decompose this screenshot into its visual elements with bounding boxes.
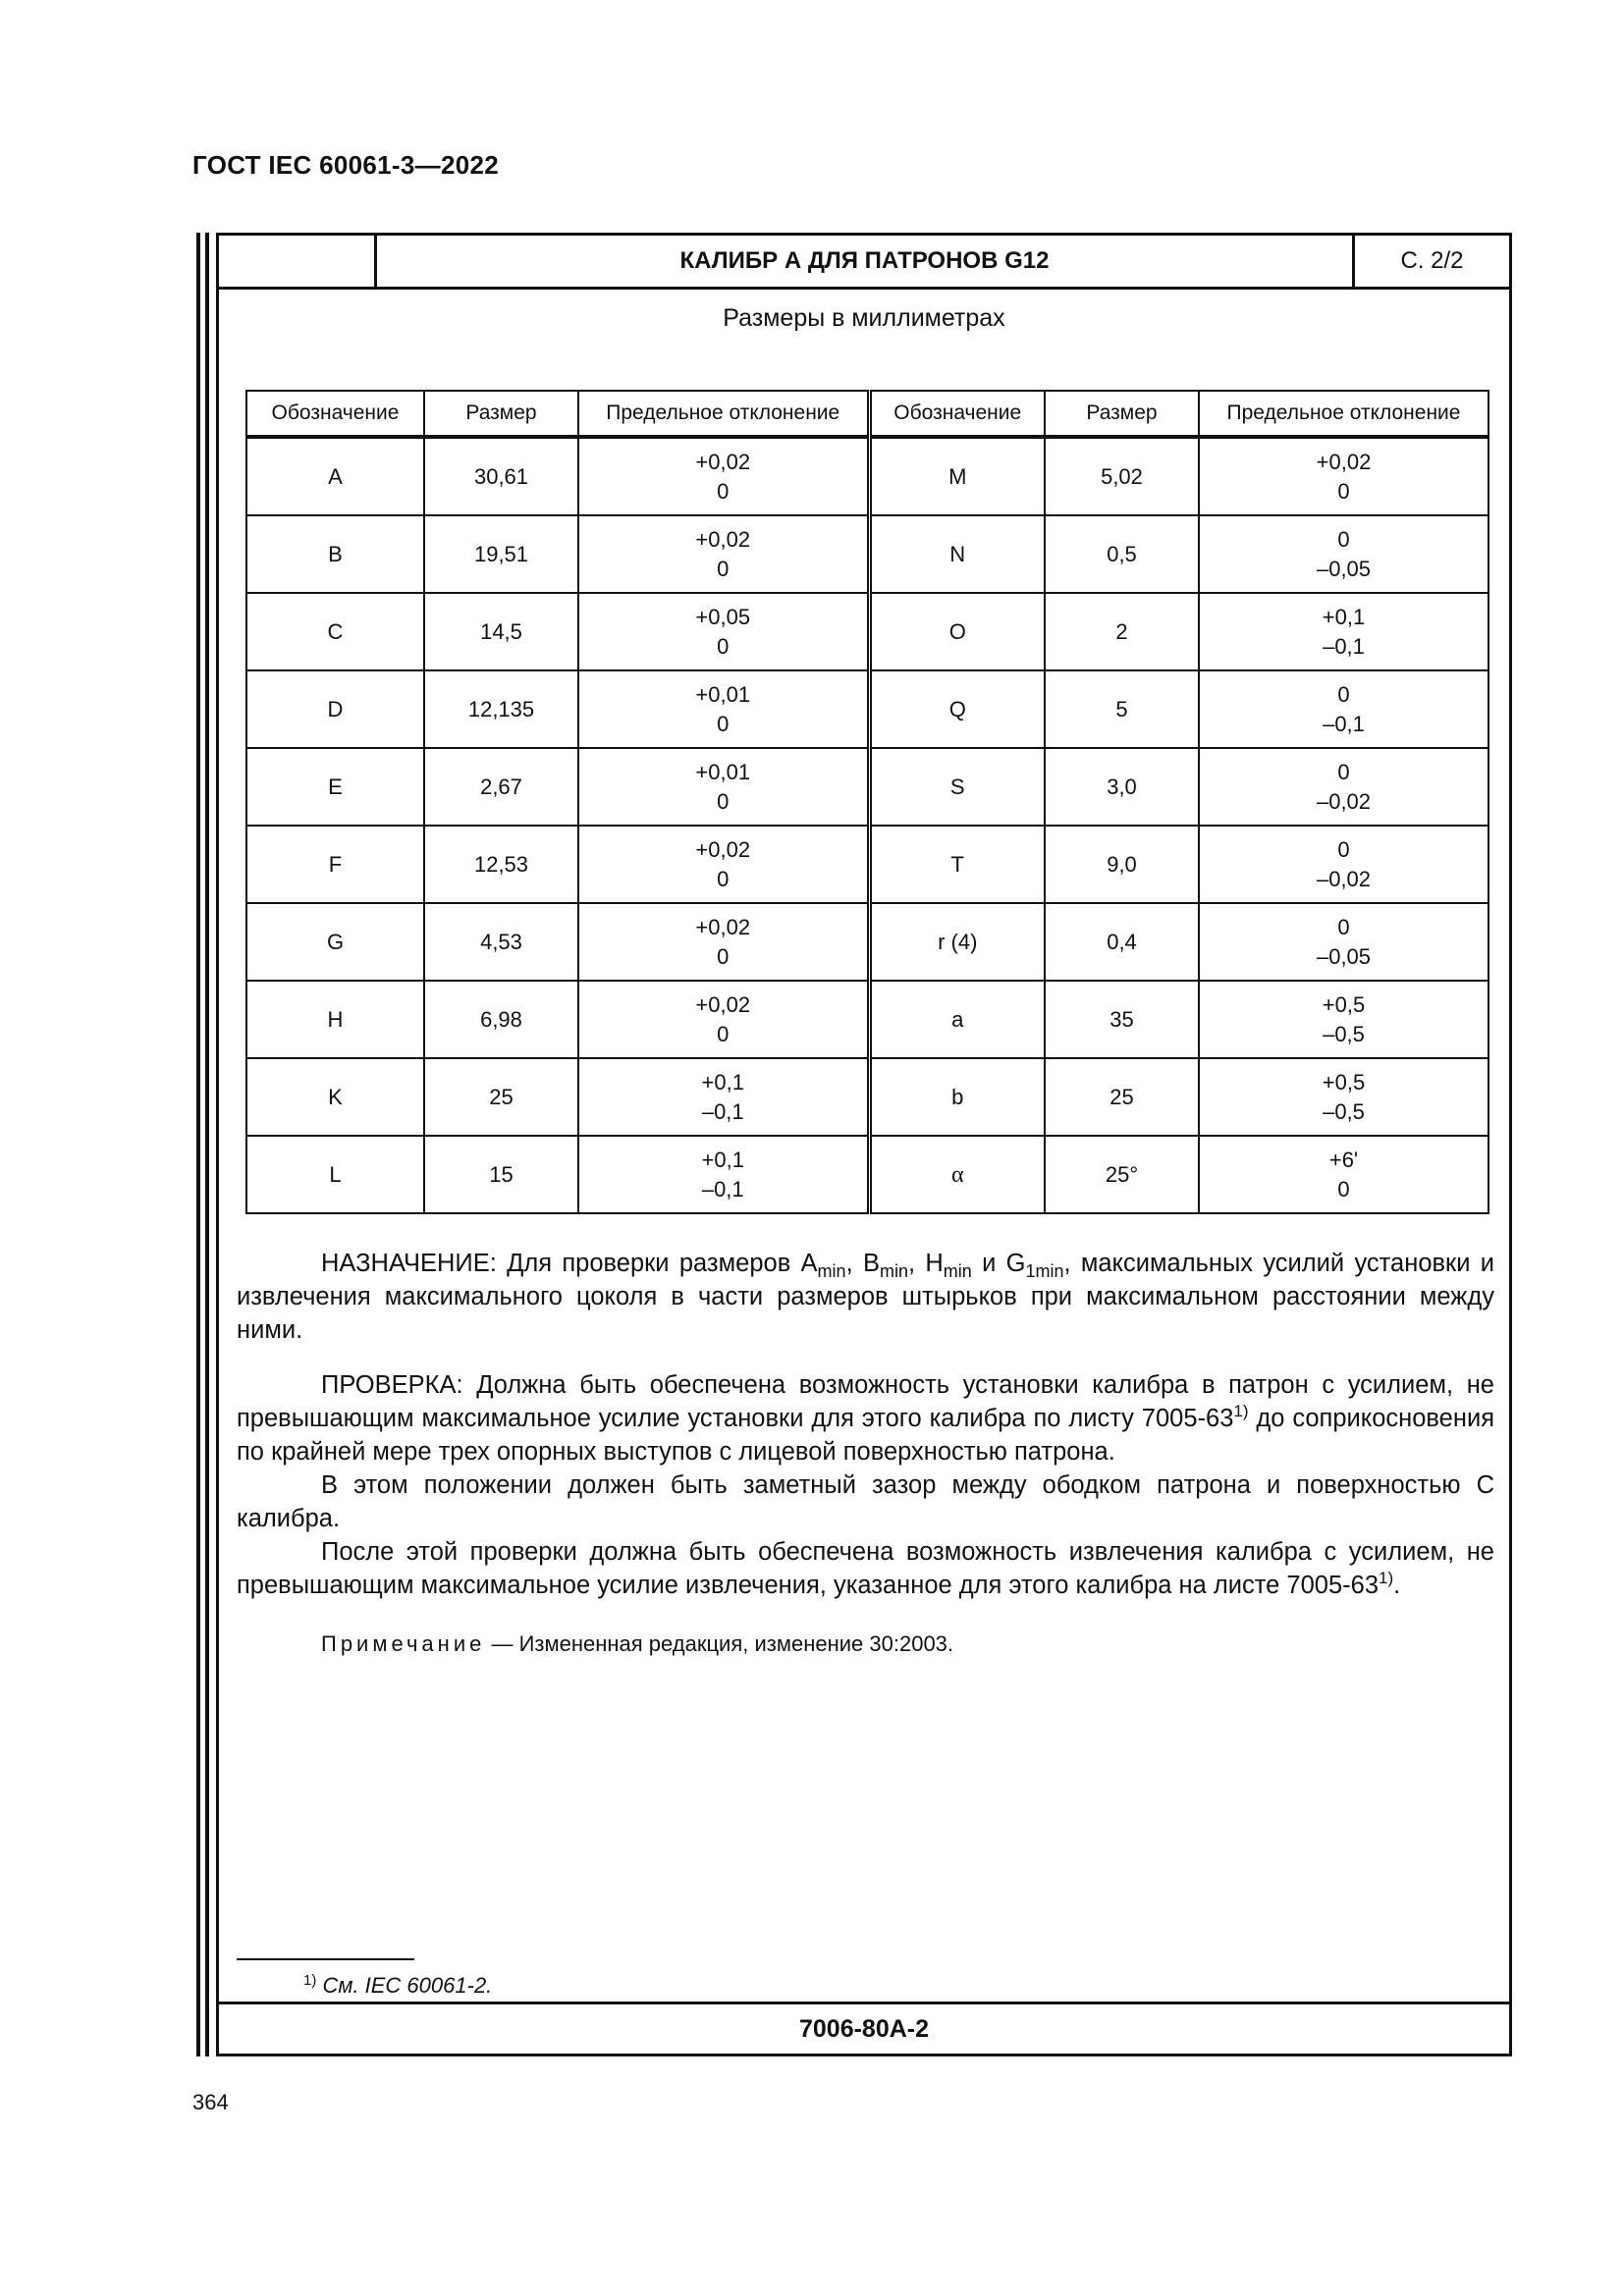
lower-deviation: –0,1	[701, 1098, 744, 1124]
table-row	[246, 826, 1488, 903]
upper-deviation: +0,02	[695, 526, 751, 552]
cell-value: B	[328, 541, 343, 566]
cell-value: S	[949, 774, 965, 799]
cell-value: N	[949, 541, 966, 566]
margin-rule	[196, 233, 200, 2056]
lower-deviation: 0	[717, 711, 730, 736]
body-text	[237, 1247, 1494, 1661]
tolerance-cell	[1199, 748, 1488, 826]
lower-deviation: 0	[717, 478, 730, 504]
cell-value: T	[950, 851, 964, 877]
designation-cell	[869, 1058, 1045, 1136]
cell-value: 35	[1109, 1006, 1134, 1032]
lower-deviation: 0	[1337, 1176, 1350, 1201]
tolerance-cell	[578, 826, 869, 903]
cell-value: 30,61	[473, 463, 529, 489]
removal-paragraph: После этой проверки должна быть обеспечена возможность извлечения калибра с усилием, не превышающим максимальное усилие извлечения, указанное для этого калибра на листе 7005-63$^{1)}$.	[237, 1538, 1494, 1599]
designation-cell	[869, 437, 1045, 515]
footnote-rule	[237, 1958, 414, 1960]
upper-deviation: +0,02	[695, 914, 751, 939]
upper-deviation: +0,01	[695, 759, 751, 784]
cell-value: 12,135	[467, 696, 535, 721]
cell-value: H	[327, 1006, 344, 1032]
cell-value: r (4)	[938, 929, 978, 954]
size-cell	[424, 593, 578, 670]
tolerance-cell	[578, 1136, 869, 1213]
upper-deviation: 0	[1337, 759, 1350, 784]
tolerance-cell	[578, 670, 869, 748]
margin-rule	[205, 233, 209, 2056]
cell-value: 2	[1115, 618, 1128, 644]
table-row	[246, 1136, 1488, 1213]
note-paragraph	[237, 1628, 1494, 1661]
upper-deviation: 0	[1337, 526, 1350, 552]
tolerance-cell	[1199, 437, 1488, 515]
sheet-code: 7006-80A-2	[219, 2002, 1509, 2054]
upper-deviation: +0,1	[701, 1147, 744, 1172]
upper-deviation: 0	[1337, 681, 1350, 707]
lower-deviation: –0,5	[1323, 1098, 1365, 1124]
purpose-paragraph: НАЗНАЧЕНИЕ: Для проверки размеров $A_{min}$, $B_{min}$, $H_{min}$ и $G_{1min}$, максимальных усилий установки и извлечения максимального цоколя в части размеров штырьков при максимальном расстоянии между ними.	[237, 1250, 1494, 1344]
cell-value: O	[948, 618, 966, 644]
cell-value: 0,4	[1107, 929, 1137, 954]
size-cell	[424, 437, 578, 515]
cell-value: L	[329, 1161, 342, 1187]
lower-deviation: –0,5	[1323, 1021, 1365, 1046]
cell-value: E	[328, 774, 343, 799]
designation-cell	[869, 515, 1045, 593]
lower-deviation: –0,02	[1316, 788, 1372, 814]
size-cell	[1045, 748, 1199, 826]
size-cell	[424, 1058, 578, 1136]
cell-value: α	[950, 1161, 964, 1188]
lower-deviation: 0	[717, 556, 730, 581]
cell-value: D	[327, 696, 344, 721]
lower-deviation: –0,05	[1316, 943, 1372, 969]
size-cell	[424, 515, 578, 593]
designation-cell	[869, 826, 1045, 903]
size-cell	[424, 826, 578, 903]
cell-value: 5,02	[1101, 463, 1143, 489]
tolerance-cell	[1199, 1136, 1488, 1213]
cell-value: 19,51	[473, 541, 529, 566]
upper-deviation: +0,1	[1322, 604, 1366, 629]
tolerance-cell	[1199, 826, 1488, 903]
designation-cell	[869, 1136, 1045, 1213]
tolerance-cell	[1199, 515, 1488, 593]
lower-deviation: 0	[717, 1021, 730, 1046]
gap-paragraph: В этом положении должен быть заметный зазор между ободком патрона и поверхностью С калибра.	[237, 1471, 1494, 1532]
table-row	[246, 593, 1488, 670]
size-cell	[424, 1136, 578, 1213]
sheet-title-bar	[219, 236, 1509, 290]
designation-cell	[246, 593, 424, 670]
units-caption: Размеры в миллиметрах	[723, 304, 1005, 332]
table-row	[246, 903, 1488, 981]
designation-cell	[246, 670, 424, 748]
upper-deviation: +0,02	[695, 991, 751, 1017]
designation-cell	[869, 748, 1045, 826]
cell-value: 9,0	[1107, 851, 1137, 877]
tolerance-cell	[578, 748, 869, 826]
header-size: Размер	[424, 391, 578, 437]
size-cell	[1045, 515, 1199, 593]
note-text: — Измененная редакция, изменение 30:2003.	[485, 1631, 954, 1656]
cell-value: C	[327, 618, 344, 644]
upper-deviation: +0,05	[695, 604, 751, 629]
table-row	[246, 981, 1488, 1058]
table-row	[246, 1058, 1488, 1136]
tolerance-cell	[578, 515, 869, 593]
table-header-row	[246, 391, 1488, 437]
size-cell	[424, 903, 578, 981]
designation-cell	[246, 903, 424, 981]
size-cell	[1045, 670, 1199, 748]
upper-deviation: +0,02	[695, 836, 751, 862]
table-row	[246, 437, 1488, 515]
cell-value: 25°	[1105, 1161, 1139, 1187]
size-cell	[1045, 437, 1199, 515]
tolerance-cell	[578, 981, 869, 1058]
cell-value: 2,67	[480, 774, 522, 799]
cell-value: A	[328, 463, 343, 489]
lower-deviation: 0	[717, 633, 730, 659]
size-cell	[424, 670, 578, 748]
designation-cell	[246, 437, 424, 515]
tolerance-cell	[578, 593, 869, 670]
lower-deviation: 0	[717, 788, 730, 814]
sheet-title: КАЛИБР А ДЛЯ ПАТРОНОВ G12	[679, 247, 1050, 274]
cell-value: 5	[1115, 696, 1128, 721]
cell-value: 12,53	[473, 851, 529, 877]
lower-deviation: –0,1	[701, 1176, 744, 1201]
size-cell	[1045, 1136, 1199, 1213]
designation-cell	[246, 748, 424, 826]
cell-value: G	[326, 929, 345, 954]
tolerance-cell	[1199, 981, 1488, 1058]
size-cell	[1045, 981, 1199, 1058]
cell-value: a	[951, 1006, 964, 1032]
sheet-page-ref: С. 2/2	[1352, 236, 1509, 287]
lower-deviation: –0,1	[1323, 633, 1365, 659]
cell-value: 4,53	[480, 929, 522, 954]
designation-cell	[246, 515, 424, 593]
cell-value: K	[328, 1084, 343, 1109]
designation-cell	[869, 903, 1045, 981]
tolerance-cell	[1199, 593, 1488, 670]
upper-deviation: +0,01	[695, 681, 751, 707]
check-paragraph: ПРОВЕРКА: Должна быть обеспечена возможность установки калибра в патрон с усилием, не превышающим максимальное усилие установки для этого калибра по листу 7005-63$^{1)}$ до соприкосновения по крайней мере трех опорных выступов с лицевой поверхностью патрона.	[237, 1371, 1495, 1466]
tolerance-cell	[578, 903, 869, 981]
cell-value: F	[328, 851, 343, 877]
header-tolerance: Предельное отклонение	[1199, 391, 1488, 437]
page-number: 364	[192, 2090, 229, 2114]
size-cell	[1045, 903, 1199, 981]
size-cell	[424, 981, 578, 1058]
cell-value: Q	[948, 696, 966, 721]
note-label: Примечание	[321, 1631, 486, 1656]
header-designation: Обозначение	[869, 391, 1045, 437]
lower-deviation: 0	[717, 866, 730, 891]
table-row	[246, 748, 1488, 826]
designation-cell	[869, 981, 1045, 1058]
table-row	[246, 670, 1488, 748]
cell-value: 25	[1109, 1084, 1134, 1109]
cell-value: b	[951, 1084, 964, 1109]
tolerance-cell	[1199, 670, 1488, 748]
upper-deviation: +0,02	[1316, 449, 1372, 474]
cell-value: 25	[489, 1084, 514, 1109]
tolerance-cell	[578, 1058, 869, 1136]
lower-deviation: –0,1	[1323, 711, 1365, 736]
designation-cell	[246, 981, 424, 1058]
size-cell	[1045, 593, 1199, 670]
lower-deviation: –0,05	[1316, 556, 1372, 581]
size-cell	[1045, 1058, 1199, 1136]
title-blank-cell	[219, 236, 377, 287]
lower-deviation: 0	[1337, 478, 1350, 504]
upper-deviation: 0	[1337, 836, 1350, 862]
document-header: ГОСТ IEC 60061-3—2022	[192, 150, 499, 180]
lower-deviation: –0,02	[1316, 866, 1372, 891]
gauge-sheet	[216, 233, 1512, 2056]
designation-cell	[246, 826, 424, 903]
upper-deviation: 0	[1337, 914, 1350, 939]
upper-deviation: +0,1	[701, 1069, 744, 1095]
cell-value: 6,98	[480, 1006, 522, 1032]
table-row	[246, 515, 1488, 593]
cell-value: 14,5	[480, 618, 522, 644]
header-tolerance: Предельное отклонение	[578, 391, 869, 437]
designation-cell	[869, 593, 1045, 670]
designation-cell	[246, 1136, 424, 1213]
header-size: Размер	[1045, 391, 1199, 437]
tolerance-cell	[1199, 1058, 1488, 1136]
designation-cell	[869, 670, 1045, 748]
dimensions-table	[245, 390, 1489, 1214]
header-designation: Обозначение	[246, 391, 424, 437]
cell-value: 0,5	[1107, 541, 1137, 566]
designation-cell	[246, 1058, 424, 1136]
size-cell	[424, 748, 578, 826]
size-cell	[1045, 826, 1199, 903]
footnote: $^{1)}$ См. IEC 60061-2.	[303, 1972, 493, 1998]
tolerance-cell	[578, 437, 869, 515]
upper-deviation: +0,5	[1322, 991, 1366, 1017]
upper-deviation: +0,02	[695, 449, 751, 474]
cell-value: 3,0	[1107, 774, 1137, 799]
cell-value: 15	[489, 1161, 514, 1187]
upper-deviation: +0,5	[1322, 1069, 1366, 1095]
cell-value: M	[948, 463, 967, 489]
lower-deviation: 0	[717, 943, 730, 969]
tolerance-cell	[1199, 903, 1488, 981]
upper-deviation: +6'	[1328, 1147, 1359, 1172]
